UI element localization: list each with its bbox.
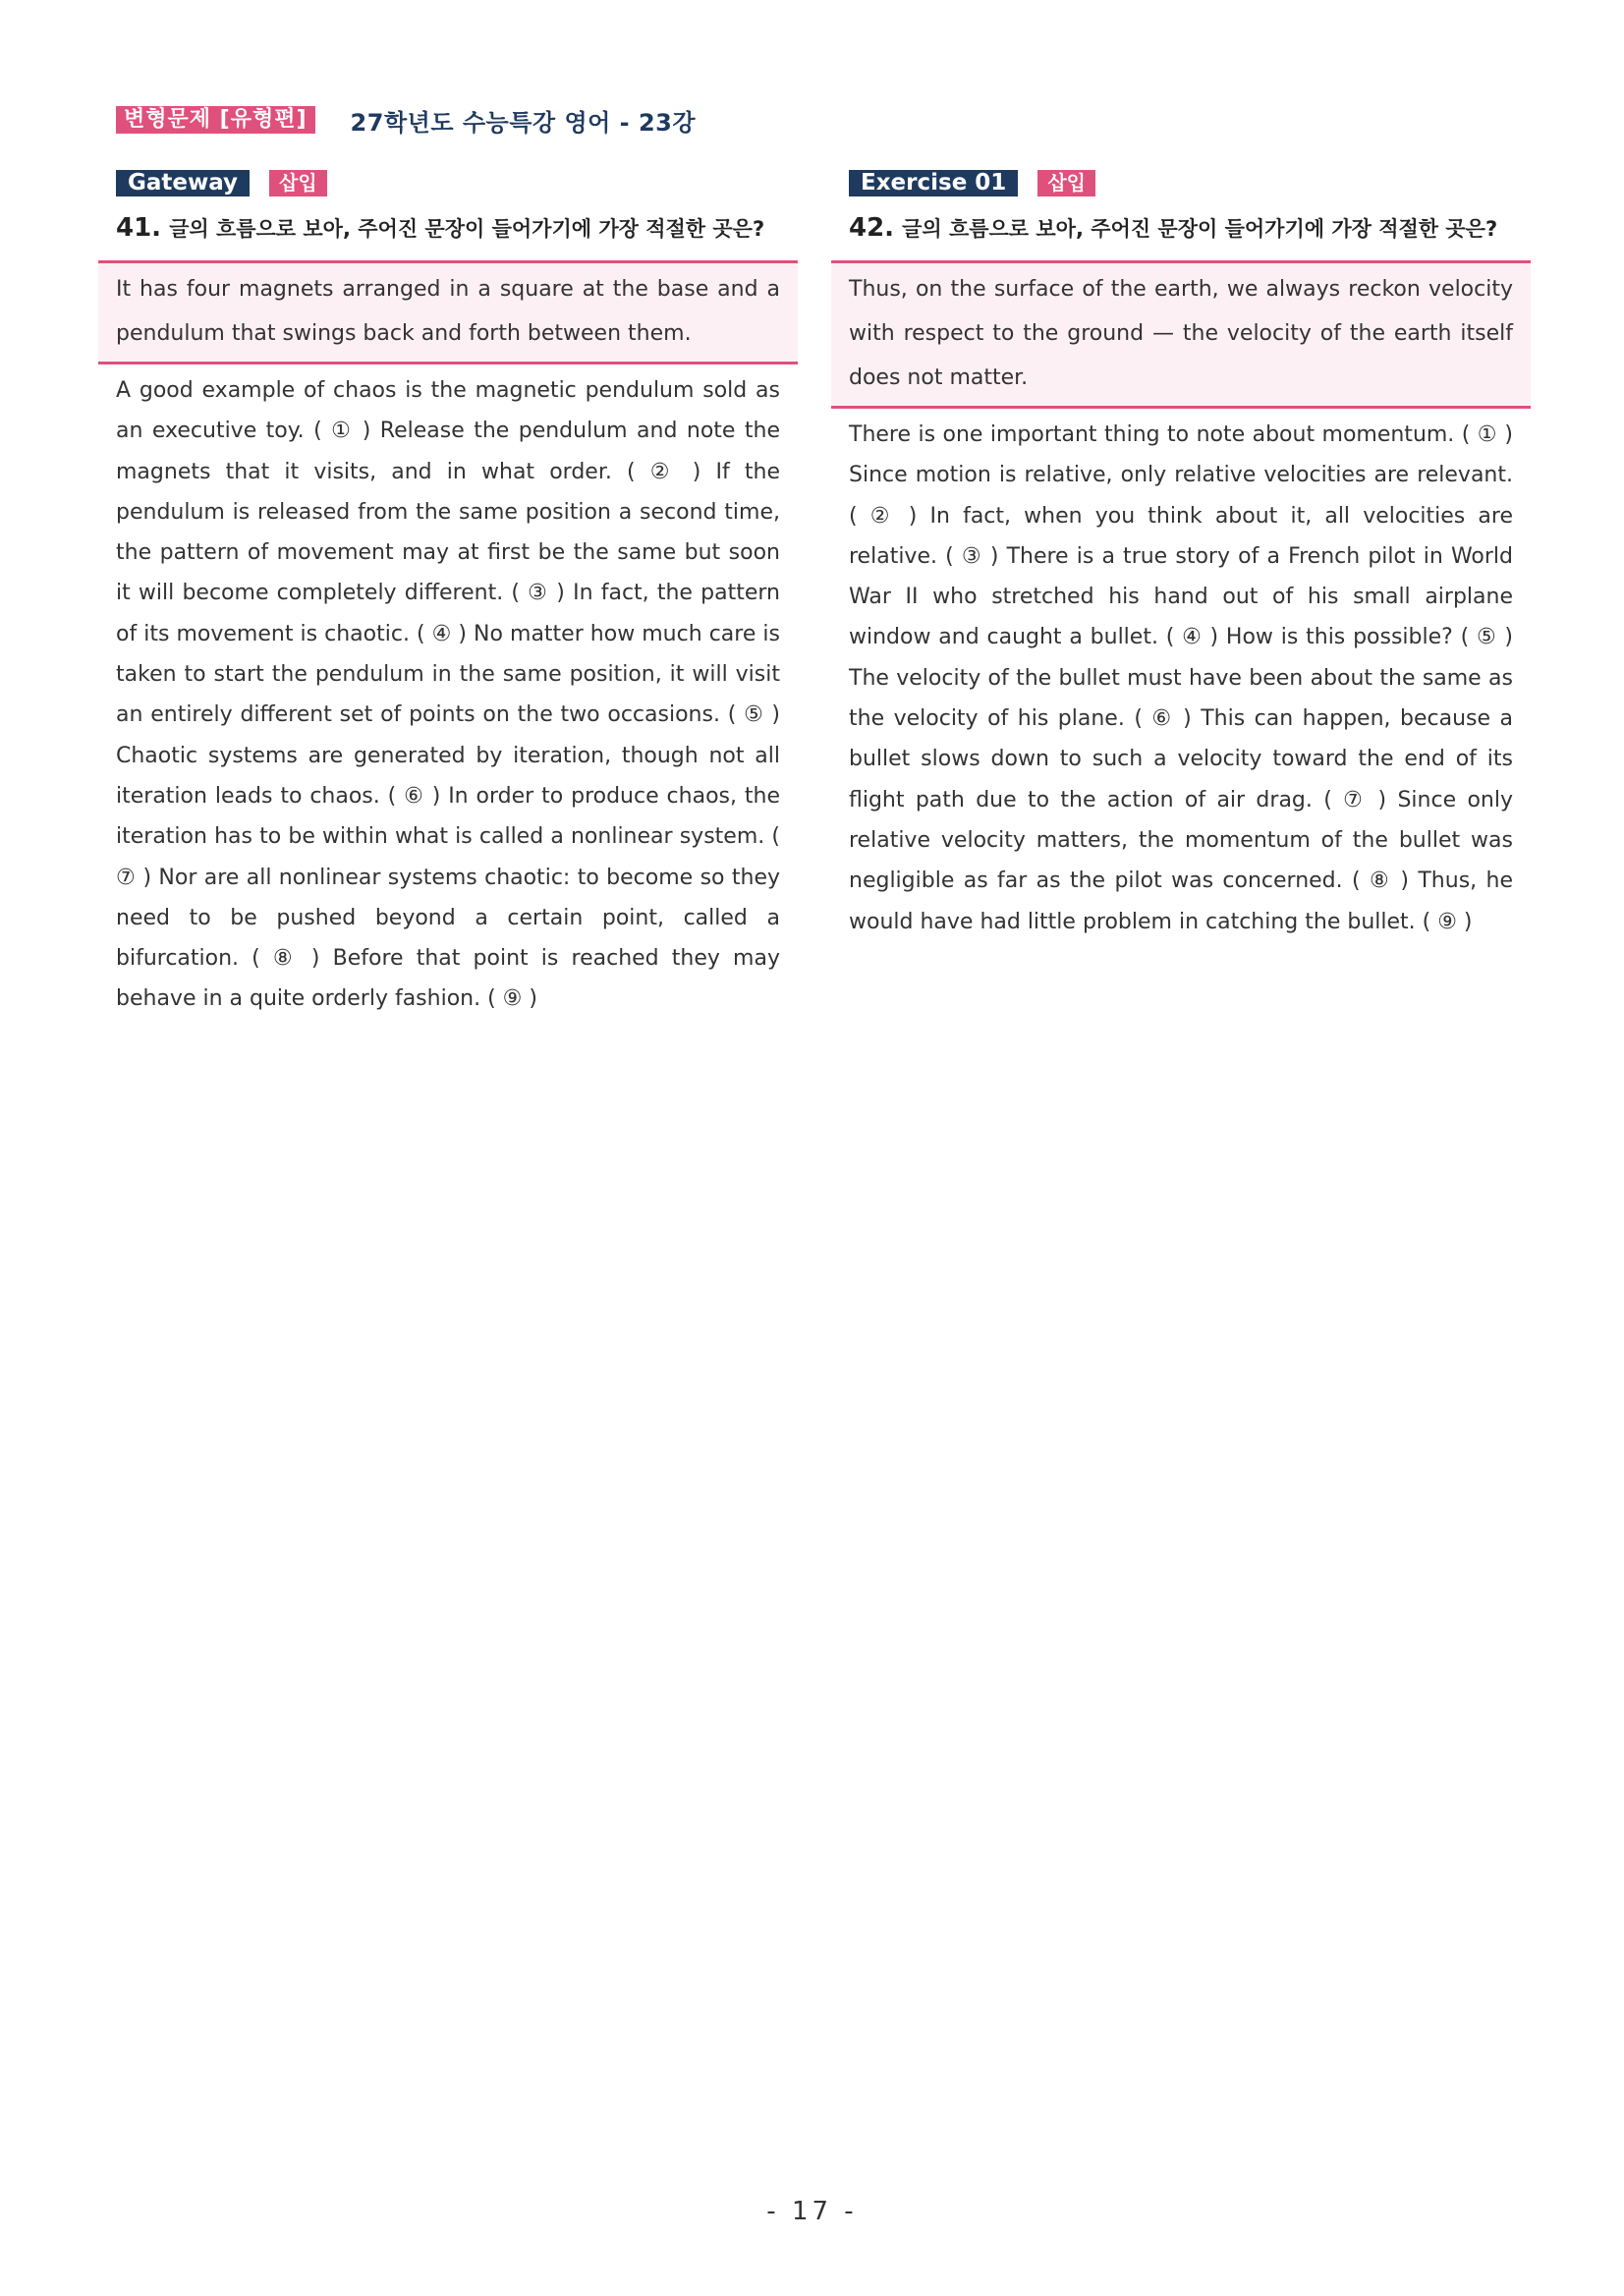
question-41-labels <box>116 169 798 196</box>
question-42-labels <box>849 169 1531 196</box>
question-42-column <box>831 169 1531 942</box>
variant-badge: 변형문제 [유형편] <box>116 106 315 134</box>
question-text: 글의 흐름으로 보아, 주어진 문장이 들어가기에 가장 적절한 곳은? <box>169 217 765 241</box>
type-label: 삽입 <box>1037 170 1095 196</box>
question-text: 글의 흐름으로 보아, 주어진 문장이 들어가기에 가장 적절한 곳은? <box>902 217 1498 241</box>
page-header <box>116 104 696 136</box>
page-number: - 17 - <box>766 2197 858 2226</box>
type-label: 삽입 <box>269 170 327 196</box>
question-41-prompt <box>116 210 784 247</box>
question-42-prompt <box>849 210 1517 247</box>
section-label-exercise: Exercise 01 <box>849 170 1018 196</box>
passage-text: There is one important thing to note about momentum. ( ① ) Since motion is relative, only relative velocities are relevant. ( ② ) In fact, when you think about it, all velocities are relative. ( ③ ) There is a true story of a French pilot in World War II who stretched his hand out of his small airplane window and caught a bullet. ( ④ ) How is this possible? ( ⑤ ) The velocity of the bullet must have been about the same as the velocity of his plane. ( ⑥ ) This can happen, because a bullet slows down to such a velocity toward the end of its flight path due to the action of air drag. ( ⑦ ) Since only relative velocity matters, the momentum of the bullet was negligible as far as the pilot was concerned. ( ⑧ ) Thus, he would have had little problem in catching the bullet. ( ⑨ ) <box>849 422 1513 934</box>
section-label-gateway: Gateway <box>116 170 250 196</box>
passage-text: A good example of chaos is the magnetic pendulum sold as an executive toy. ( ① ) Release the pendulum and note the magnets that it visits, and in what order. ( ② ) If the pendulum is released from the same position a second time, the pattern of movement may at first be the same but soon it will become completely different. ( ③ ) In fact, the pattern of its movement is chaotic. ( ④ ) No matter how much care is taken to start the pendulum in the same position, it will visit an entirely different set of points on the two occasions. ( ⑤ ) Chaotic systems are generated by iteration, though not all iteration leads to chaos. ( ⑥ ) In order to produce chaos, the iteration has to be within what is called a nonlinear system. ( ⑦ ) Nor are all nonlinear systems chaotic: to become so they need to be pushed beyond a certain point, called a bifurcation. ( ⑧ ) Before that point is reached they may behave in a quite orderly fashion. ( ⑨ ) <box>116 378 780 1012</box>
given-sentence-box: It has four magnets arranged in a square at the base and a pendulum that swings back and forth between them. <box>98 260 798 364</box>
question-number: 42. <box>849 213 895 243</box>
question-41-column <box>98 169 798 1020</box>
given-sentence-box: Thus, on the surface of the earth, we always reckon velocity with respect to the ground — the velocity of the earth itself does not matter. <box>831 260 1531 409</box>
header-title: 27학년도 수능특강 영어 - 23강 <box>350 108 697 137</box>
question-number: 41. <box>116 213 162 243</box>
